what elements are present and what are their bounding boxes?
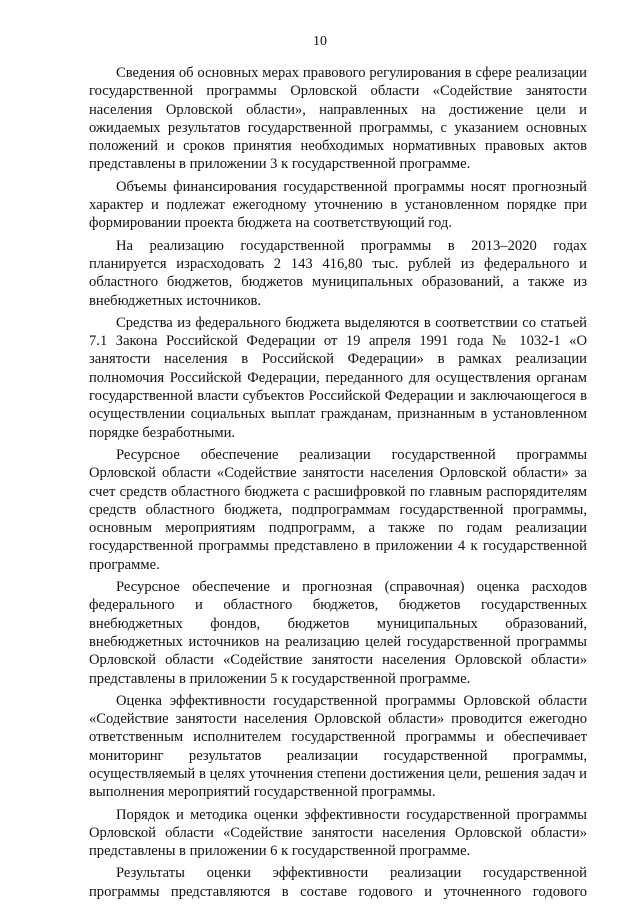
paragraph-assessment-results: Результаты оценки эффективности реализации государственной программы представляются в составе годового и уточненного годового <box>89 865 587 900</box>
paragraph-federal-funds: Средства из федерального бюджета выделяются в соответствии со статьей 7.1 Закона Российской Федерации от 19 апреля 1991 года № 1032-1 «О занятости населения в Российской Федерации» в рамках реализации полномочия Российской Федерации, переданного для осуществления органам государственной власти субъектов Российской Федерации и заключающегося в осуществлении социальных выплат гражданам, признанным в установленном порядке безработными. <box>89 314 587 441</box>
paragraph-legal-regulation: Сведения об основных мерах правового регулирования в сфере реализации государственной программы Орловской области «Содействие занятости населения Орловской области», направленных на достижение цели и ожидаемых результатов государственной программы, с указанием основных положений и сроков принятия необходимых нормативных правовых актов представлены в приложении 3 к государственной программе. <box>89 65 587 173</box>
page-number: 10 <box>313 34 327 49</box>
paragraph-regional-resources: Ресурсное обеспечение реализации государственной программы Орловской области «Содействие занятости населения Орловской области» за счет средств областного бюджета с расшифровкой по главным распорядителям средств областного бюджета, подпрограммам государственной программы, основным мероприятиям подпрограмм, а также по годам реализации государственной программы представлено в приложении 4 к государственной программе. <box>89 446 587 573</box>
paragraph-planned-spending: На реализацию государственной программы в 2013–2020 годах планируется израсходовать 2 143 416,80 тыс. рублей из федерального и областного бюджетов, бюджетов муниципальных образований, а также из внебюджетных источников. <box>89 237 587 309</box>
paragraph-efficiency-assessment: Оценка эффективности государственной программы Орловской области «Содействие занятости населения Орловской области» проводится ежегодно ответственным исполнителем государственной программы и обеспечивает мониторинг результатов реализации государственной программы, осуществляемый в целях уточнения степени достижения цели, решения задач и выполнения мероприятий государственной программы. <box>89 692 587 801</box>
paragraph-financing-volumes: Объемы финансирования государственной программы носят прогнозный характер и подлежат ежегодному уточнению в установленном порядке при формировании проекта бюджета на соответствующий год. <box>89 178 587 232</box>
paragraph-assessment-methodology: Порядок и методика оценки эффективности государственной программы Орловской области «Содействие занятости населения Орловской области» представлены в приложении 6 к государственной программе. <box>89 806 587 860</box>
paragraph-forecast-estimate: Ресурсное обеспечение и прогнозная (справочная) оценка расходов федерального и областного бюджетов, бюджетов государственных внебюджетных фондов, бюджетов муниципальных образований, внебюджетных источников на реализацию целей государственной программы Орловской области «Содействие занятости населения Орловской области» представлены в приложении 5 к государственной программе. <box>89 579 587 687</box>
document-body <box>89 64 587 905</box>
